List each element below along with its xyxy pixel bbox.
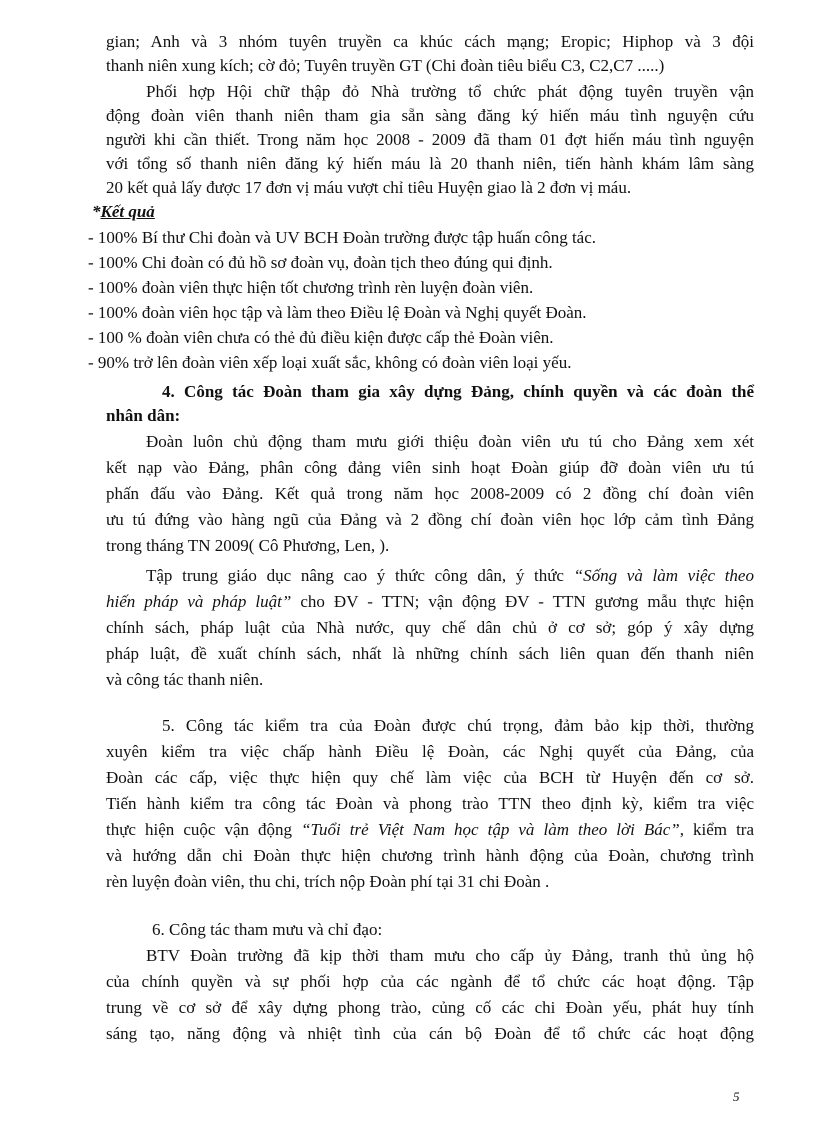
text-line: pháp luật, đề xuất chính sách, nhất là những chính sách liên quan đến thanh niên	[106, 644, 754, 663]
text-line: trong tháng TN 2009( Cô Phương, Len, ).	[106, 536, 390, 555]
text-line: Đoàn luôn chủ động tham mưu giới thiệu đoàn viên ưu tú cho Đảng xem xét	[146, 432, 754, 451]
quote-text: “Sống và làm việc theo	[573, 566, 754, 585]
text-line: động đoàn viên thanh niên tham gia sẵn sàng đăng ký hiến máu tình nguyện cứu	[106, 106, 754, 125]
page-number: 5	[733, 1089, 740, 1104]
text-line: với tổng số thanh niên đăng ký hiến máu là 20 thanh niên, tiến hành khám lâm sàng	[106, 154, 754, 173]
text-line: phấn đấu vào Đảng. Kết quả trong năm học 2008-2009 có 2 đồng chí đoàn viên	[106, 484, 754, 503]
text-line: của chính quyền và sự phối hợp của các ngành để tổ chức các hoạt động. Tập	[106, 972, 754, 991]
text-line: Đoàn các cấp, việc thực hiện quy chế làm việc của BCH từ Huyện đến cơ sở.	[106, 768, 754, 787]
text-line: kết nạp vào Đảng, phân công đảng viên sinh hoạt Đoàn giúp đỡ đoàn viên ưu tú	[106, 458, 754, 477]
text-line: thanh niên xung kích; cờ đỏ; Tuyên truyền GT (Chi đoàn tiêu biểu C3, C2,C7 .....)	[106, 56, 665, 75]
text-span: Tập trung giáo dục nâng cao ý thức công dân, ý thức	[146, 566, 574, 585]
results-heading	[92, 200, 155, 224]
text-line: và công tác thanh niên.	[106, 670, 264, 689]
text-line: ưu tú đứng vào hàng ngũ của Đảng và 2 đồng chí đoàn viên học lớp cảm tình Đảng	[106, 510, 754, 529]
results-star: *	[92, 202, 101, 221]
text-span: , kiểm tra	[679, 820, 754, 839]
text-line: trung về cơ sở để xây dựng phong trào, củng cố các chi Đoàn yếu, phát huy tính	[106, 998, 754, 1017]
text-line: sáng tạo, năng động và nhiệt tình của cán bộ Đoàn để tổ chức các hoạt động	[106, 1024, 754, 1043]
section4-heading: 4. Công tác Đoàn tham gia xây dựng Đảng, chính quyền và các đoàn thể	[162, 382, 754, 401]
text-span: cho ĐV - TTN; vận động ĐV - TTN gương mẫu thực hiện	[291, 592, 754, 611]
list-item: - 100% Bí thư Chi đoàn và UV BCH Đoàn trường được tập huấn công tác.	[88, 228, 597, 247]
text-line: Tiến hành kiểm tra công tác Đoàn và phong trào TTN theo định kỳ, kiểm tra việc	[106, 794, 754, 813]
quote-text: hiến pháp và pháp luật”	[106, 592, 292, 611]
text-line	[106, 818, 754, 842]
list-item: - 100% Chi đoàn có đủ hồ sơ đoàn vụ, đoàn tịch theo đúng qui định.	[88, 253, 553, 272]
text-span: thực hiện cuộc vận động	[106, 820, 302, 839]
text-line: rèn luyện đoàn viên, thu chi, trích nộp Đoàn phí tại 31 chi Đoàn .	[106, 872, 550, 891]
text-line	[146, 564, 754, 588]
text-line: gian; Anh và 3 nhóm tuyên truyền ca khúc cách mạng; Eropic; Hiphop và 3 đội	[106, 32, 754, 51]
text-line: 20 kết quả lấy được 17 đơn vị máu vượt chỉ tiêu Huyện giao là 2 đơn vị máu.	[106, 178, 632, 197]
list-item: - 100% đoàn viên học tập và làm theo Điều lệ Đoàn và Nghị quyết Đoàn.	[88, 303, 587, 322]
text-line: chính sách, pháp luật của Nhà nước, quy chế dân chủ ở cơ sở; góp ý xây dựng	[106, 618, 754, 637]
list-item: - 100 % đoàn viên chưa có thẻ đủ điều kiện được cấp thẻ Đoàn viên.	[88, 328, 554, 347]
section5-text: 5. Công tác kiểm tra của Đoàn được chú trọng, đảm bảo kịp thời, thường	[162, 716, 754, 735]
section6-heading: 6. Công tác tham mưu và chỉ đạo:	[152, 920, 383, 939]
section4-heading-cont: nhân dân:	[106, 406, 181, 425]
text-line	[106, 590, 754, 614]
text-line: xuyên kiểm tra việc chấp hành Điều lệ Đoàn, các Nghị quyết của Đảng, của	[106, 742, 754, 761]
section5-first-line	[162, 714, 754, 738]
list-item: - 100% đoàn viên thực hiện tốt chương trình rèn luyện đoàn viên.	[88, 278, 534, 297]
list-item: - 90% trở lên đoàn viên xếp loại xuất sắc, không có đoàn viên loại yếu.	[88, 353, 572, 372]
results-heading-text: Kết quả	[100, 202, 155, 221]
text-line: Phối hợp Hội chữ thập đỏ Nhà trường tổ chức phát động tuyên truyền vận	[146, 82, 754, 101]
quote-text: “Tuổi trẻ Việt Nam học tập và làm theo lời Bác”	[301, 820, 680, 839]
text-line: người khi cần thiết. Trong năm học 2008 - 2009 đã tham 01 đợt hiến máu tình nguyện	[106, 130, 754, 149]
text-line: và hướng dẫn chi Đoàn thực hiện chương trình hành động của Đoàn, chương trình	[106, 846, 754, 865]
text-line: BTV Đoàn trường đã kịp thời tham mưu cho cấp ủy Đảng, tranh thủ ủng hộ	[146, 946, 754, 965]
